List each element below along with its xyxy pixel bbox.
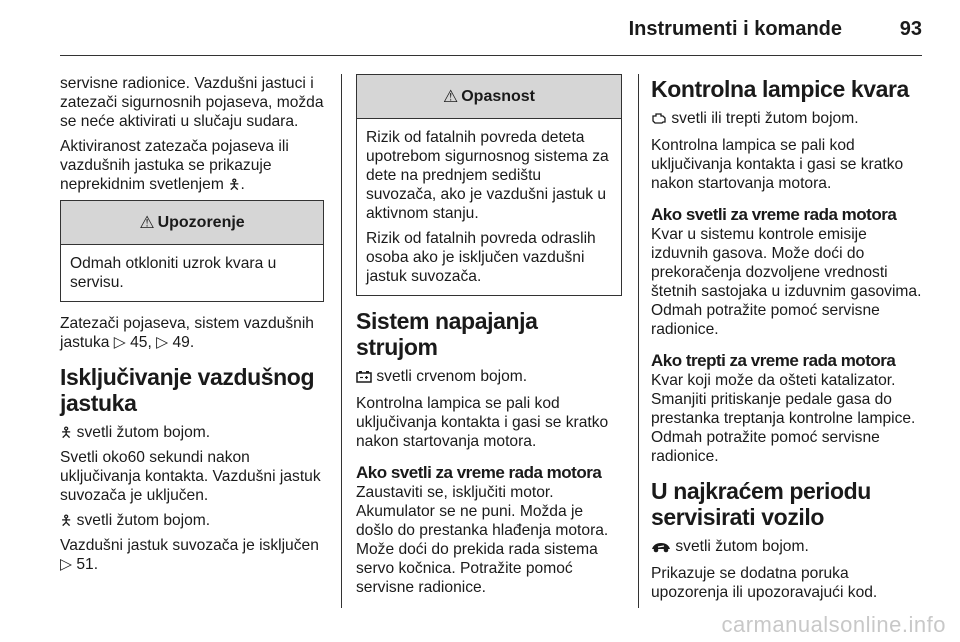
paragraph: 🯅 svetli žutom bojom.	[60, 424, 211, 441]
header-divider	[60, 55, 922, 56]
paragraph: Kontrolna lampica se pali kod uključivanja kontakta i gasi se kratko nakon startovanja motora.	[356, 395, 609, 450]
column-2	[356, 74, 622, 603]
column-1	[60, 74, 324, 580]
subheading: Ako trepti za vreme rada motora	[651, 351, 896, 370]
ref-arrow-icon: ▷	[60, 556, 72, 573]
section-heading: Kontrolna lampice kvara	[651, 76, 909, 102]
paragraph: Kvar koji može da ošteti katalizator. Smanjiti pritiskanje pedale gasa do prestanka treptanja kontrolne lampice. Odmah potražite pomoć servisne radionice.	[651, 372, 916, 465]
paragraph: Vazdušni jastuk suvozača je isključen ▷ 51.	[60, 537, 319, 573]
section-heading: Isključivanje vazdušnog jastuka	[60, 364, 315, 416]
paragraph: svetli ili trepti žutom bojom.	[651, 109, 923, 130]
danger-box-header: ⚠ Opasnost	[357, 75, 621, 119]
section-heading: Sistem napajanja strujom	[356, 308, 538, 360]
warning-box	[60, 200, 324, 302]
airbag-off-crossed-icon: 🯅	[60, 512, 73, 528]
engine-icon	[651, 111, 667, 130]
column-divider-1	[341, 74, 342, 608]
danger-box	[356, 74, 622, 296]
paragraph: servisne radionice. Vazdušni jastuci i zatezači sigurnosnih pojaseva, možda se neće aktivirati u slučaju sudara.	[60, 75, 324, 130]
paragraph: Svetli oko60 sekundi nakon uključivanja kontakta. Vazdušni jastuk suvozača je uključen.	[60, 449, 321, 504]
airbag-off-icon: 🯅	[60, 424, 73, 440]
paragraph: 🯅 svetli žutom bojom.	[60, 512, 211, 529]
paragraph: Kvar u sistemu kontrole emisije izduvnih gasova. Može doći do prekoračenja dozvoljene vrednosti štetnih sastojaka u izduvnim gasovima. Odmah potražite pomoć servisne radionice.	[651, 226, 922, 338]
paragraph: svetli crvenom bojom.	[356, 367, 622, 388]
column-3	[651, 74, 923, 608]
danger-text: Rizik od fatalnih povreda deteta upotrebom sigurnosnog sistema za dete na prednjem sedištu suvozača, ako je vazdušni jastuk u aktivnom stanju.	[366, 129, 609, 222]
subheading: Ako svetli za vreme rada motora	[356, 463, 602, 482]
column-divider-2	[638, 74, 639, 608]
ref-arrow-icon: ▷	[156, 334, 169, 351]
page-ref-link[interactable]: 51.	[76, 556, 99, 573]
paragraph: Kontrolna lampica se pali kod uključivanja kontakta i gasi se kratko nakon startovanja motora.	[651, 137, 904, 192]
paragraph: Prikazuje se dodatna poruka upozorenja ili upozoravajući kod.	[651, 565, 878, 601]
page-ref-link[interactable]: 49.	[172, 334, 195, 351]
paragraph: Zaustaviti se, isključiti motor. Akumulator se ne puni. Možda je došlo do prestanka hlađenja motora. Može doći do prekida rada sistema servo kočnica. Potražite pomoć servisne radionice.	[356, 484, 609, 596]
warning-text: Odmah otkloniti uzrok kvara u servisu.	[70, 255, 277, 291]
page-header	[0, 0, 960, 62]
warning-triangle-icon: ⚠	[442, 86, 459, 106]
battery-icon	[356, 369, 372, 388]
section-heading: U najkraćem periodu servisirati vozilo	[651, 478, 871, 530]
ref-arrow-icon: ▷	[113, 334, 126, 351]
airbag-seated-icon: 🯅	[228, 176, 241, 192]
paragraph: Aktiviranost zatezača pojaseva ili vazdušnih jastuka se prikazuje neprekidnim svetlenjem 🯅.	[60, 138, 289, 193]
paragraph: Zatezači pojaseva, sistem vazdušnih jastuka ▷ 45, ▷ 49.	[60, 315, 314, 351]
subheading: Ako svetli za vreme rada motora	[651, 205, 897, 224]
page-ref-link[interactable]: 45,	[130, 334, 152, 351]
page-number: 93	[899, 18, 922, 40]
wrench-car-icon	[651, 539, 671, 558]
watermark: carmanualsonline.info	[721, 612, 946, 637]
paragraph: svetli žutom bojom.	[651, 537, 923, 558]
warning-box-header: ⚠ Upozorenje	[61, 201, 323, 245]
chapter-title: Instrumenti i komande	[628, 18, 842, 40]
warning-triangle-icon: ⚠	[139, 212, 155, 232]
danger-text: Rizik od fatalnih povreda odraslih osoba ako je isključen vazdušni jastuk suvozača.	[366, 230, 596, 285]
